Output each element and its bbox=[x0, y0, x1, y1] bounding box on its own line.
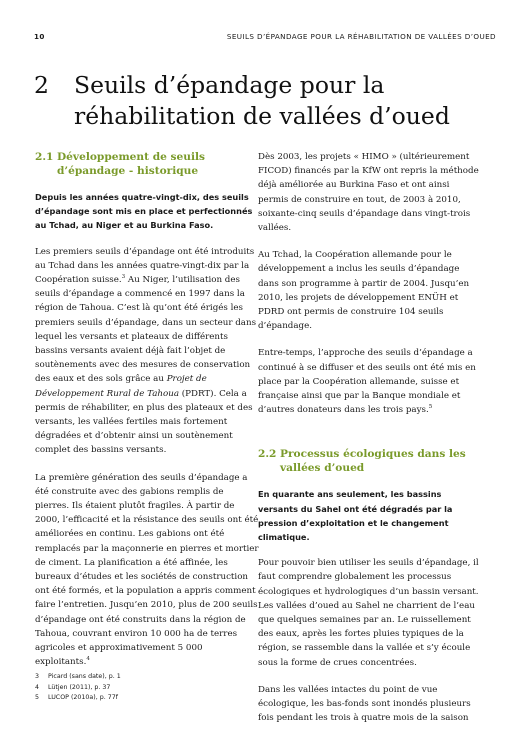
section-number: 2.2 bbox=[258, 448, 277, 461]
chapter-title: Seuils d’épandage pour la réhabilitation de vallées d’oued bbox=[74, 71, 450, 130]
running-title: SEUILS D’ÉPANDAGE POUR LA RÉHABILITATION DE VALLÉES D’OUED bbox=[226, 32, 496, 41]
paragraph: Dans les vallées intactes du point de vue écologique, les bas-fonds sont inondés plusieurs fois pendant les trois à quatre mois de la saison bbox=[258, 684, 471, 724]
section-title: Processus écologiques dans les vallées d’oued bbox=[280, 448, 466, 475]
paragraph: Au Tchad, la Coopération allemande pour le développement a inclus les seuils d’épandage dans son programme à partir de 2004. Jusqu’en 2010, les projets de développement ENÜH et PDRD ont permis de construire 104 seuils d’épandage. bbox=[258, 250, 470, 332]
running-header bbox=[34, 32, 496, 46]
section-heading-2-2 bbox=[258, 447, 482, 475]
right-column bbox=[258, 150, 482, 739]
section-lead: En quarante ans seulement, les bassins versants du Sahel ont été dégradés par la pression d’exploitation et le changement climatique. bbox=[258, 489, 453, 543]
section-number: 2.1 bbox=[35, 151, 54, 163]
section-heading-2-1 bbox=[35, 150, 259, 178]
footnote-ref: 4 bbox=[86, 656, 90, 663]
paragraph: La première génération des seuils d’épandage a été construite avec des gabions remplis de pierres. Ils étaient plutôt fragiles. À partir de 2000, l’efficacité et la résistance des seuils ont été améliorées en continu. Les gabions ont été remplacés par la maçonnerie en pierres et mortier de ciment. La planification a été affinée, les bureaux d’études et les sociétés de construction ont été formés, et la population a appris comment faire l’entretien. Jusqu’en 2010, plus de 200 seuils d’épandage ont été construits dans la région de Tahoua, couvrant environ 10 000 ha de terres agricoles et approximativement 5 000 exploitants.$^4$ bbox=[35, 472, 259, 668]
chapter-number: 2 bbox=[34, 71, 49, 99]
paragraph: Les premiers seuils d’épandage ont été introduits au Tchad dans les années quatre-vingt-dix par la Coopération suisse.$^3$ Au Niger, l’utilisation des seuils d’épandage a commencé en 1997 dans la région de Tahoua. C’est là qu’ont été érigés les premiers seuils d’épandage, dans un secteur dans lequel les versants et plateaux de différents bassins versants avaient déjà fait l’objet de soutènements avec des mesures de conservation des eaux et des sols grâce au Projet de Développement Rural de Tahoua (PDRT). Cela a permis de réhabiliter, en plus des plateaux et des versants, les vallées fertiles mais fortement dégradées et d’obtenir ainsi un soutènement complet des bassins versants. bbox=[35, 246, 257, 456]
page-number: 10 bbox=[34, 32, 45, 41]
paragraph: Entre-temps, l’approche des seuils d’épandage a continué à se diffuser et des seuils ont été mis en place par la Coopération allemande, suisse et française ainsi que par la Banque mondiale et d’autres donateurs dans les trois pays.$^5$ bbox=[258, 348, 476, 416]
footnote: 3 Picard (sans date), p. 1 bbox=[35, 673, 121, 680]
section-title: Développement de seuils d’épandage - historique bbox=[57, 151, 205, 177]
footnote: 5 LUCOP (2010a), p. 77f bbox=[35, 694, 118, 701]
left-column bbox=[35, 150, 259, 683]
footnote: 4 Lütjen (2011), p. 37 bbox=[35, 683, 111, 691]
footnote-ref: 3 bbox=[121, 274, 126, 281]
footnote-ref: 5 bbox=[428, 404, 433, 411]
project-name: Projet de Développement Rural de Tahoua bbox=[35, 374, 207, 399]
section-lead: Depuis les années quatre-vingt-dix, des seuils d’épandage sont mis en place et perfectionnés au Tchad, au Niger et au Burkina Faso. bbox=[35, 192, 253, 231]
paragraph: Dès 2003, les projets « HIMO » (ultérieurement FICOD) financés par la KfW ont repris la méthode déjà améliorée au Burkina Faso et ont ainsi permis de construire en tout, de 2003 à 2010, soixante-cinq seuils d’épandage dans vingt-trois vallées. bbox=[258, 152, 479, 234]
footnotes bbox=[35, 672, 255, 704]
paragraph: Pour pouvoir bien utiliser les seuils d’épandage, il faut comprendre globalement les processus écologiques et hydrologiques d’un bassin versant. Les vallées d’oued au Sahel ne charrient de l’eau que quelques semaines par an. Le ruissellement des eaux, après les fortes pluies typiques de la région, se rassemble dans la vallée et s’y écoule sous la forme de crues concentrées. bbox=[258, 558, 479, 668]
